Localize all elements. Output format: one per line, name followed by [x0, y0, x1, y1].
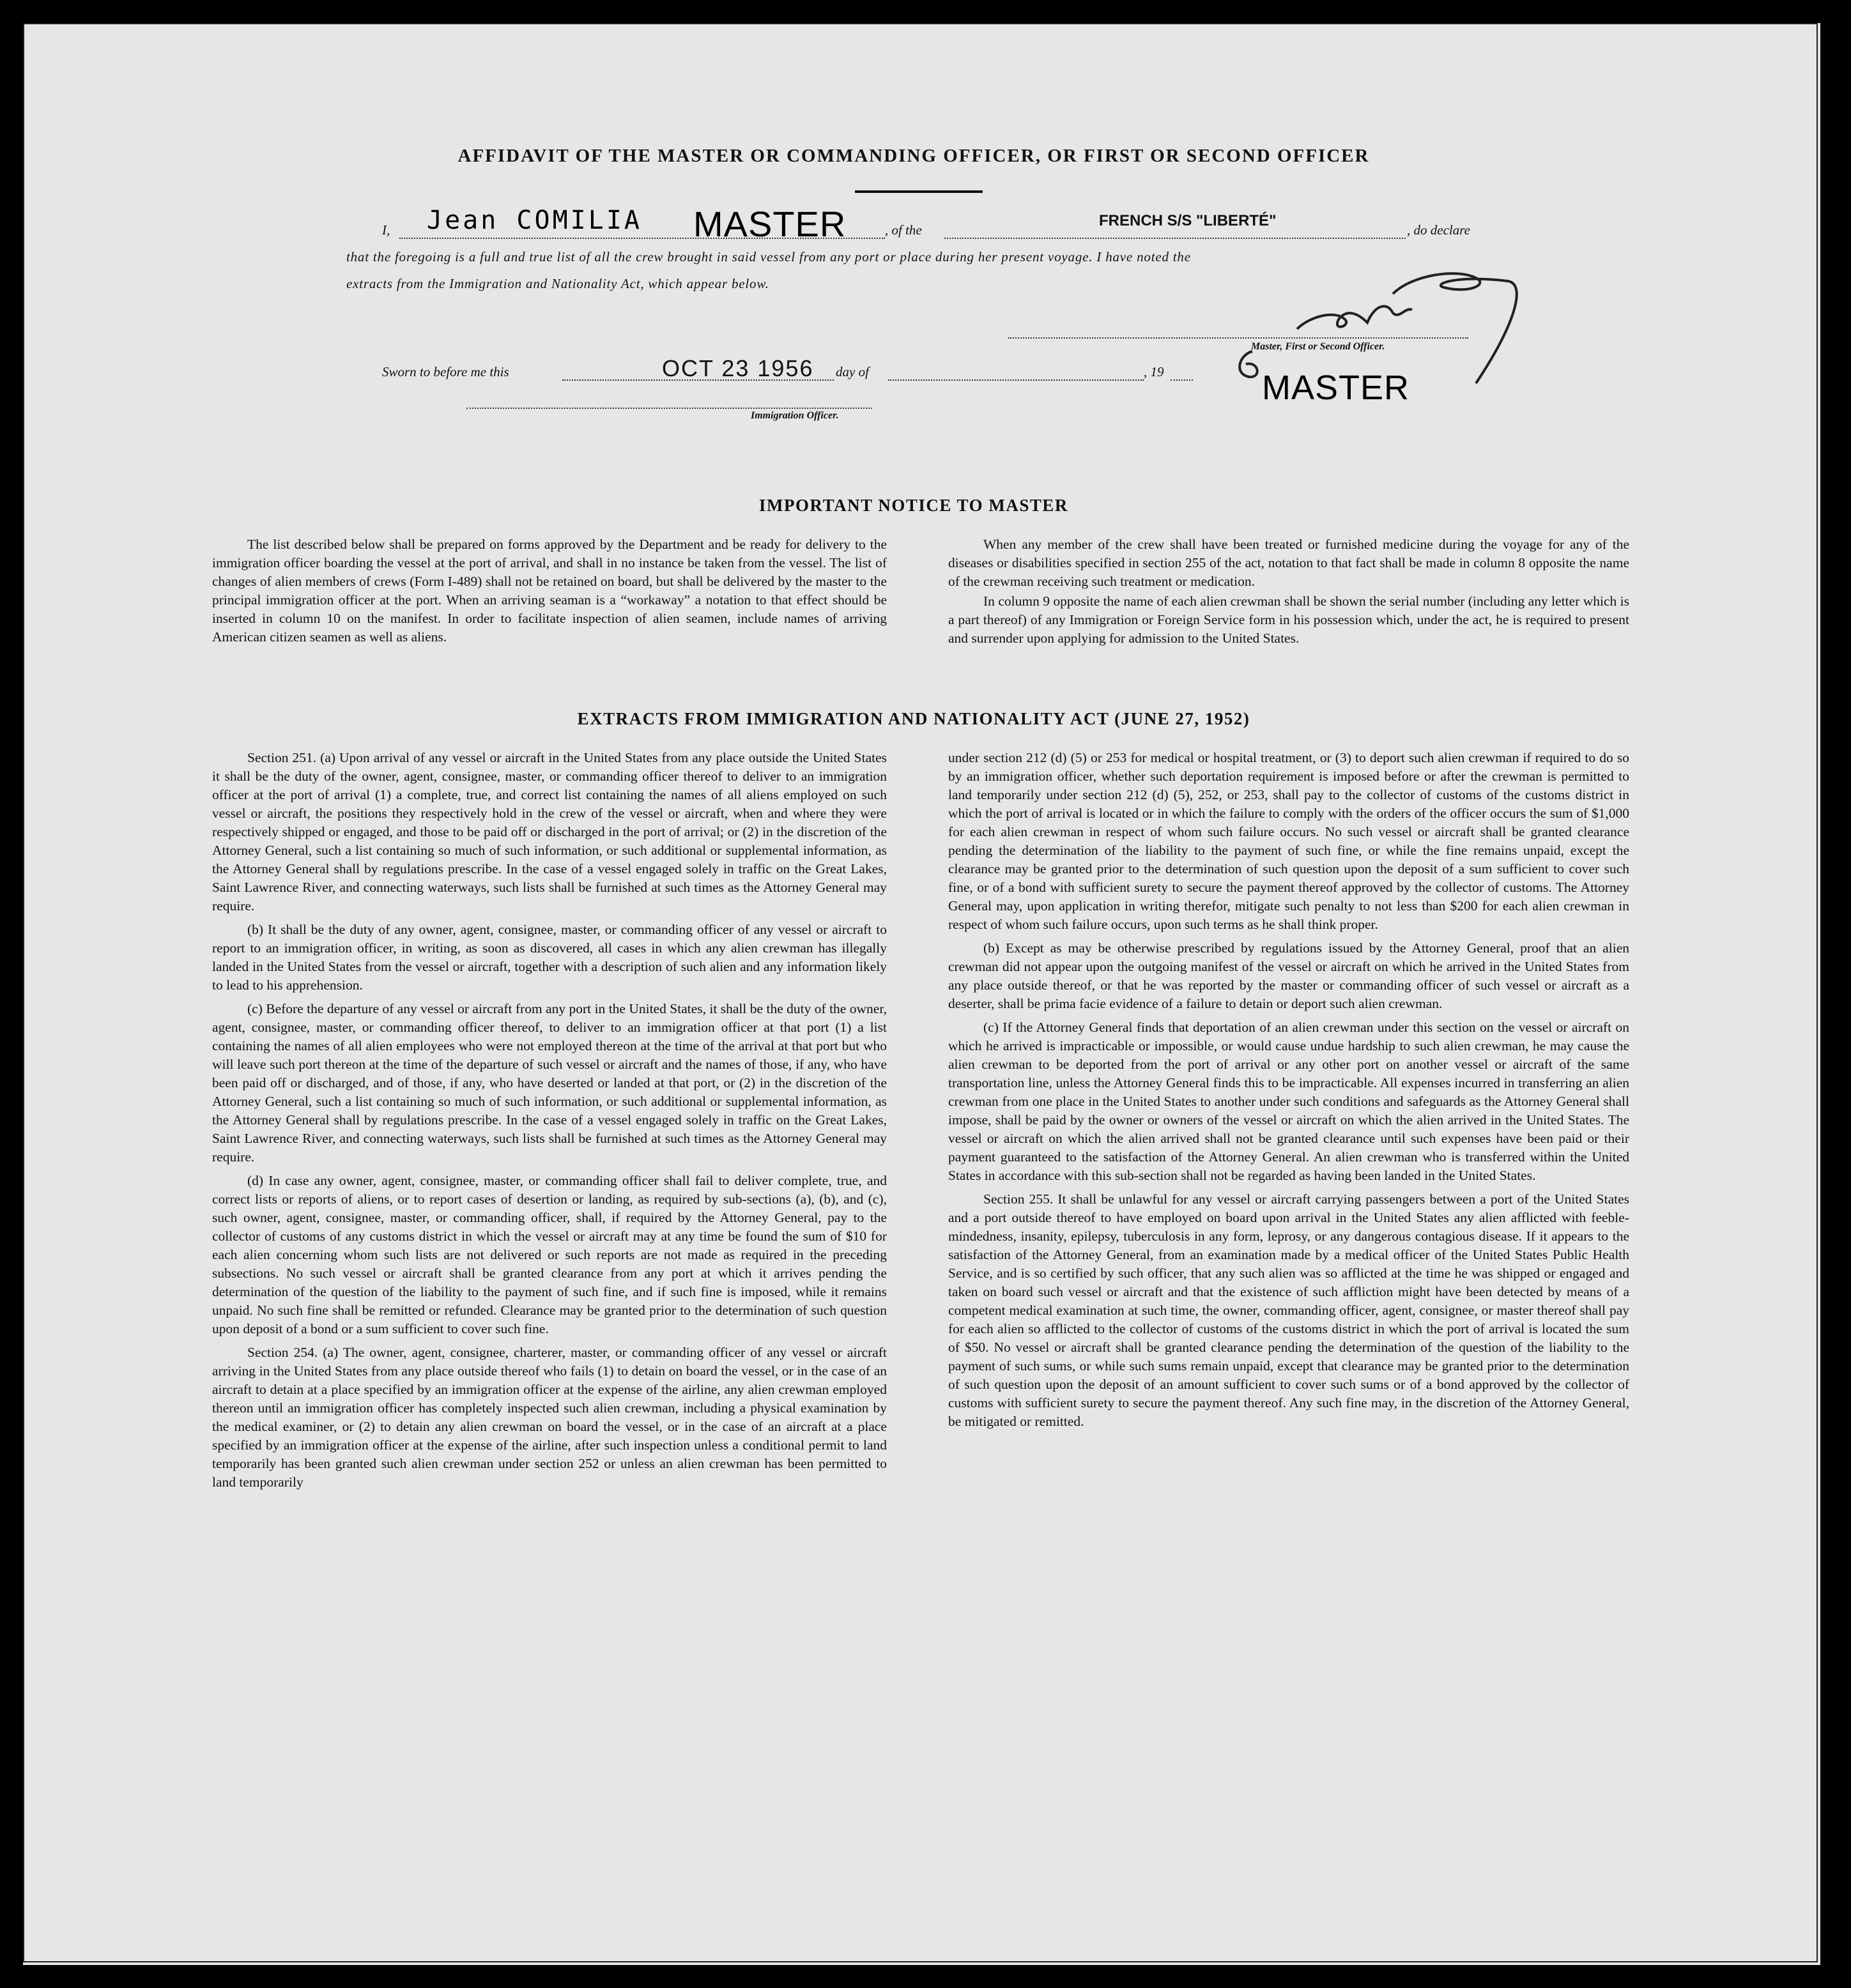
sworn-date-stamp: OCT 23 1956 — [662, 355, 814, 381]
declaration-line-1: that the foregoing is a full and true list of all the crew brought in said vessel from any port or place during her present voyage. I have noted the — [346, 249, 1191, 264]
i-label: I, — [382, 222, 390, 238]
notice-left-column — [212, 535, 887, 652]
notice-right-column — [948, 535, 1629, 653]
notice-paragraph: When any member of the crew shall have been treated or furnished medicine during the voyage for any of the diseases or disabilities specified in section 255 of the act, notation to that fact shall be made in column 8 opposite the name of the crewman receiving such treatment or medication. — [948, 537, 1629, 589]
year-label: , 19 — [1144, 364, 1164, 379]
act-paragraph: (c) If the Attorney General finds that deportation of an alien crewman under this section on the vessel or aircraft on which he arrived is impracticable or impossible, or would cause undue hardship to such alien crewman, he may cause the alien crewman to be deported from the port of arrival or any other port on another vessel or aircraft of the same transportation line, unless the Attorney General finds this to be impracticable. All expenses incurred in transferring an alien crewman from one place in the United States to another under such conditions and safeguards as the Attorney General shall impose, shall be paid by the owner or owners of the vessel or aircraft on which the alien arrived in the United States. The vessel or aircraft on which the alien arrived shall not be granted clearance until such expenses have been paid or their payment guaranteed to the satisfaction of the Attorney General. An alien crewman who is transferred within the United States in accordance with this sub-section shall not be regarded as having been landed in the United States. — [948, 1020, 1629, 1183]
signature-line — [1008, 337, 1468, 339]
vessel-name: FRENCH S/S "LIBERTÉ" — [1099, 212, 1277, 229]
act-paragraph: (d) In case any owner, agent, consignee, master, or commanding officer shall fail to deliver complete, true, and correct lists or reports of aliens, or to report cases of desertion or landing, as required by sub-sections (a), (b), and (c), such owner, agent, consignee, master, or commanding officer, shall, if required by the Attorney General, pay to the collector of customs of any customs district in which the vessel or aircraft may at any time be found the sum of $10 for each alien concerning whom such lists are not delivered or such reports are not made as required in the preceding subsections. No such vessel or aircraft shall be granted clearance from any port at which it arrives pending the determination of the question of the liability to the payment of such fine, and if such fine is imposed, while it remains unpaid. No such fine shall be remitted or refunded. Clearance may be granted prior to the determination of such question upon deposit of a bond or a sum sufficient to cover such fine. — [212, 1173, 887, 1336]
extracts-right-column — [948, 749, 1629, 1436]
notice-paragraph: The list described below shall be prepared on forms approved by the Department and be ready for delivery to the immigration officer boarding the vessel at the port of arrival, and shall in no instance be taken from the vessel. The list of changes of alien members of crews (Form I-489) shall not be retained on board, but shall be delivered by the master to the principal immigration officer at the port. When an arriving seaman is a “workaway” a notation to that effect should be inserted in column 10 on the manifest. In order to facilitate inspection of alien seamen, include names of arriving American citizen seamen as well as aliens. — [212, 537, 887, 645]
signature-caption: Master, First or Second Officer. — [1251, 341, 1385, 352]
vessel-line — [944, 238, 1406, 239]
year-line — [1171, 379, 1193, 381]
rank-stamp: MASTER — [693, 204, 847, 244]
do-declare-label: , do declare — [1407, 222, 1470, 238]
act-paragraph: Section 255. It shall be unlawful for any vessel or aircraft carrying passengers between a port of the United States and a port outside thereof to have employed on board upon arrival in the United States any alien afflicted with feeble-mindedness, insanity, epilepsy, tuberculosis in any form, leprosy, or any dangerous contagious disease. If it appears to the satisfaction of the Attorney General, from an examination made by a medical officer of the United States Public Health Service, and is so certified by such officer, that any such alien was so afflicted at the time he was shipped or engaged and taken on board such vessel or aircraft and that the existence of such affliction might have been detected by means of a competent medical examination at such time, the owner, commanding officer, agent, consignee, or master thereof shall pay for each alien so afflicted to the collector of customs of the customs district in which the port of arrival is located the sum of $50. No vessel or aircraft shall be granted clearance pending the determination of the question of the liability to the payment of such sums, or while such sums remain unpaid, except that clearance may be granted prior to the determination of such question upon the deposit of an amount sufficient to cover such sums or of a bond approved by the collector of customs with sufficient surety to secure the payment thereof. Any such fine may, in the discretion of the Attorney General, be mitigated or remitted. — [948, 1191, 1629, 1429]
extracts-left-column — [212, 749, 887, 1497]
extracts-title: EXTRACTS FROM IMMIGRATION AND NATIONALITY ACT (JUNE 27, 1952) — [577, 709, 1250, 728]
notice-paragraph: In column 9 opposite the name of each alien crewman shall be shown the serial number (including any letter which is a part thereof) of any Immigration or Foreign Service form in his possession which, under the act, he is required to present and surrender upon applying for admission to the United States. — [948, 593, 1629, 646]
notice-title: IMPORTANT NOTICE TO MASTER — [759, 496, 1068, 515]
act-paragraph: (c) Before the departure of any vessel or aircraft from any port in the United States, it shall be the duty of the owner, agent, consignee, master, or commanding officer thereof, to deliver to an immigration officer at that port (1) a list containing the names of all alien employees who were not employed thereon at the time of the arrival at that port but who will leave such port thereon at the time of the departure of such vessel or aircraft and the names of those, if any, who have been paid off or discharged, and of those, if any, who have deserted or landed at that port, or (2) in the discretion of the Attorney General, such a list containing so much of such information, or such additional or supplemental information, as the Attorney General shall by regulations prescribe. In the case of a vessel engaged solely in traffic on the Great Lakes, Saint Lawrence River, and connecting waterways, such lists shall be furnished at such times as the Attorney General may require. — [212, 1001, 887, 1165]
act-paragraph: Section 254. (a) The owner, agent, consignee, charterer, master, or commanding officer of any vessel or aircraft arriving in the United States from any place outside thereof who fails (1) to detain on board the vessel, or in the case of an aircraft to detain at a place specified by an immigration officer at the expense of the airline, any alien crewman employed thereon until an immigration officer has completely inspected such alien crewman, including a physical examination by the medical examiner, or (2) to detain any alien crewman on board the vessel, or in the case of an aircraft at a place specified by an immigration officer at the expense of the airline, after such inspection unless a conditional permit to land temporarily has been granted such alien crewman under section 252 or unless an alien crewman has been permitted to land temporarily — [212, 1345, 887, 1490]
act-paragraph: (b) It shall be the duty of any owner, agent, consignee, master, or commanding officer of any vessel or aircraft to report to an immigration officer, in writing, as soon as discovered, all cases in which any alien crewman has illegally landed in the United States from the vessel or aircraft, together with a description of such alien and any information likely to lead to his apprehension. — [212, 922, 887, 993]
title-divider — [855, 190, 983, 193]
day-of-label: day of — [836, 364, 869, 379]
master-name: Jean COMILIA — [427, 206, 642, 235]
month-line — [888, 379, 1144, 381]
of-the-label: , of the — [885, 222, 922, 238]
act-paragraph: (b) Except as may be otherwise prescribed by regulations issued by the Attorney General, proof that an alien crewman did not appear upon the outgoing manifest of the vessel or aircraft on which he arrived in the United States from any place outside thereof, or that he was reported by the master or commanding officer of such vessel or aircraft as a deserter, shall be prima facie evidence of a failure to detain or deport such alien crewman. — [948, 940, 1629, 1011]
officer-line — [466, 408, 872, 409]
sworn-label: Sworn to before me this — [382, 364, 509, 379]
signature-rank-stamp: MASTER — [1262, 369, 1410, 407]
affidavit-title: AFFIDAVIT OF THE MASTER OR COMMANDING OFFICER, OR FIRST OR SECOND OFFICER — [457, 146, 1370, 166]
officer-caption: Immigration Officer. — [751, 410, 839, 421]
declaration-line-2: extracts from the Immigration and Nationality Act, which appear below. — [346, 276, 769, 291]
act-paragraph: under section 212 (d) (5) or 253 for medical or hospital treatment, or (3) to deport such alien crewman if required to do so by an immigration officer, whether such deportation requirement is imposed before or after the crewman is permitted to land temporarily under section 212 (d) (5), 252, or 253, shall pay to the collector of customs of the customs district in which the port of arrival is located or in which the failure to comply with the orders of the officer occurs the sum of $1,000 for each alien crewman in respect of whom such failure occurs. No such vessel or aircraft shall be granted clearance pending the determination of the liability to the payment of such fine, or while the fine remains unpaid, except the clearance may be granted prior to the determination of such question upon the deposit of a sum sufficient to cover such fine, or of a bond with sufficient surety to secure the payment thereof approved by the collector of customs. The Attorney General may, upon application in writing therefor, mitigate such penalty to not less than $200 for each alien crewman in respect of whom such failure occurs, upon such terms as he shall think proper. — [948, 750, 1629, 932]
act-paragraph: Section 251. (a) Upon arrival of any vessel or aircraft in the United States from any place outside the United States it shall be the duty of the owner, agent, consignee, master, or commanding officer thereof to deliver to an immigration officer at the port of arrival (1) a complete, true, and correct list containing the names of all aliens employed on such vessel or aircraft, the positions they respectively hold in the crew of the vessel or aircraft, when and where they were respectively shipped or engaged, and those to be paid off or discharged in the port of arrival; or (2) in the discretion of the Attorney General, such a list containing so much of such information, or such additional or supplemental information, as the Attorney General shall by regulations prescribe. In the case of a vessel engaged solely in traffic on the Great Lakes, Saint Lawrence River, and connecting waterways, such lists shall be furnished at such times as the Attorney General may require. — [212, 750, 887, 914]
